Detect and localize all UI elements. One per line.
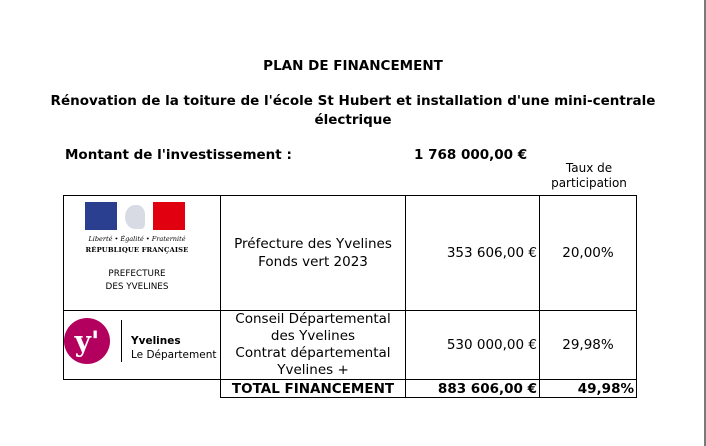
funder-line: Préfecture des Yvelines — [234, 236, 392, 252]
republic-name: RÉPUBLIQUE FRANÇAISE — [85, 246, 189, 254]
funder-line: Contrat départemental — [235, 345, 391, 361]
prefecture-name: PREFECTURE DES YVELINES — [105, 269, 169, 292]
yvelines-logo-name: Yvelines — [131, 335, 181, 347]
yvelines-logo-sub: Le Département — [131, 349, 217, 361]
rate-cell-departement: 29,98% — [539, 310, 637, 380]
marianne-icon — [125, 205, 145, 229]
funder-line: des Yvelines — [270, 328, 356, 344]
total-amount: 883 606,00 € — [405, 379, 540, 398]
funder-line: Conseil Départemental — [235, 311, 391, 327]
rate-column-header: Taux de participation — [551, 161, 627, 190]
document-subtitle: Rénovation de la toiture de l'école St Hubert et installation d'une mini-centrale électrique — [50, 93, 656, 128]
funder-line: Fonds vert 2023 — [258, 254, 368, 270]
total-rate: 49,98% — [539, 379, 637, 398]
amount-cell-prefecture: 353 606,00 € — [405, 195, 540, 311]
total-label: TOTAL FINANCEMENT — [220, 379, 406, 398]
investment-value: 1 768 000,00 € — [414, 147, 528, 163]
logo-separator — [121, 320, 122, 362]
funder-line: Yvelines + — [277, 362, 349, 378]
rate-cell-prefecture: 20,00% — [539, 195, 637, 311]
french-flag-logo — [85, 202, 185, 230]
investment-label: Montant de l'investissement : — [65, 147, 292, 163]
yvelines-logo-icon: y' — [64, 318, 110, 364]
funder-cell-departement — [220, 310, 406, 380]
document-title: PLAN DE FINANCEMENT — [263, 58, 443, 74]
republic-motto: Liberté • Égalité • Fraternité — [88, 235, 186, 243]
amount-cell-departement: 530 000,00 € — [405, 310, 540, 380]
funder-cell-prefecture — [220, 195, 406, 311]
